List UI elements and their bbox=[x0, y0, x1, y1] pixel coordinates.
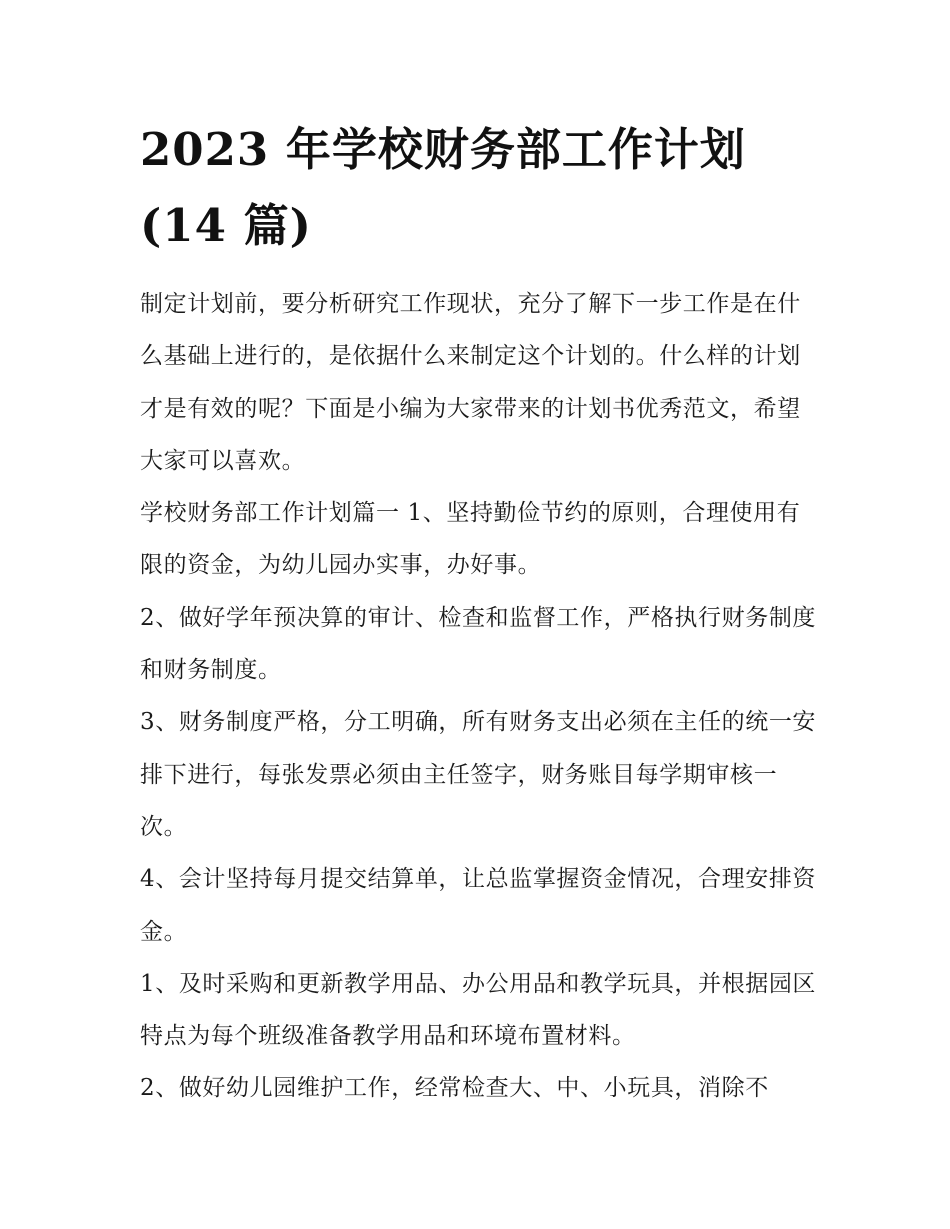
document-content bbox=[140, 112, 820, 1115]
paragraph-item: 3、财务制度严格，分工明确，所有财务支出必须在主任的统一安排下进行，每张发票必须由主任签字，财务账目每学期审核一次。 bbox=[140, 709, 817, 840]
document-body bbox=[140, 278, 820, 1115]
paragraph-item: 4、会计坚持每月提交结算单，让总监掌握资金情况，合理安排资金。 bbox=[140, 866, 817, 945]
paragraph-item: 学校财务部工作计划篇一 1、坚持勤俭节约的原则，合理使用有限的资金，为幼儿园办实事，办好事。 bbox=[140, 500, 801, 579]
paragraph-item: 1、及时采购和更新教学用品、办公用品和教学玩具，并根据园区特点为每个班级准备教学用品和环境布置材料。 bbox=[140, 970, 817, 1050]
paragraph-item: 2、做好幼儿园维护工作，经常检查大、中、小玩具，消除不 bbox=[140, 1075, 769, 1102]
paragraph-item: 2、做好学年预决算的审计、检查和监督工作，严格执行财务制度和财务制度。 bbox=[140, 604, 817, 684]
title-line-1: 2023 年学校财务部工作计划 bbox=[140, 123, 746, 176]
paragraph-intro: 制定计划前，要分析研究工作现状，充分了解下一步工作是在什么基础上进行的，是依据什么来制定这个计划的。什么样的计划才是有效的呢？下面是小编为大家带来的计划书优秀范文，希望大家可以喜欢。 bbox=[140, 291, 801, 474]
title-line-2: (14 篇) bbox=[140, 199, 312, 252]
document-title bbox=[140, 112, 820, 264]
